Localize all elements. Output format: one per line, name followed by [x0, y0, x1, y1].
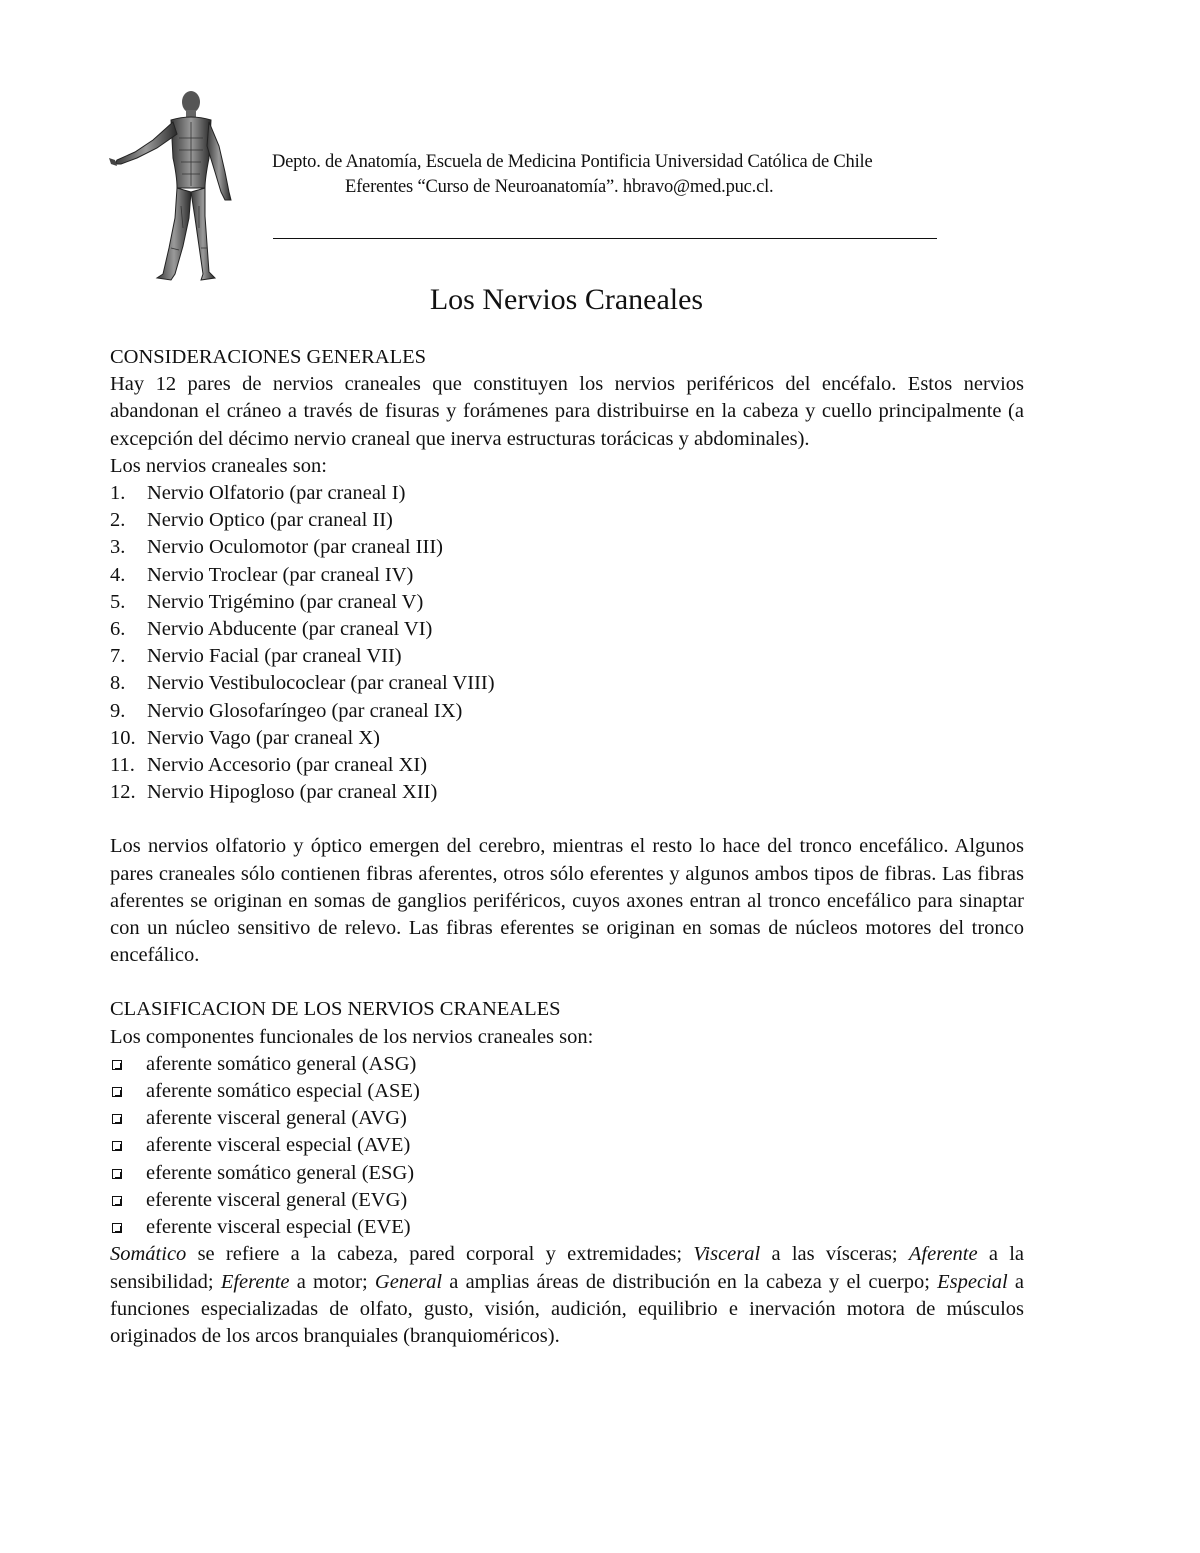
list-item-text: Nervio Abducente (par craneal VI): [147, 618, 433, 641]
term-general: General: [374, 1270, 443, 1293]
page-title: Los Nervios Craneales: [429, 283, 704, 316]
list-item-text: Nervio Facial (par craneal VII): [147, 645, 402, 668]
list-number: 1.: [110, 482, 126, 505]
definition-text: a las vísceras;: [760, 1243, 909, 1266]
term-aferente: Aferente: [908, 1243, 978, 1266]
checkbox-square-bullet-icon: [112, 1196, 122, 1206]
list-item: [110, 562, 1024, 589]
components-list: [110, 1051, 1024, 1241]
nerves-list-lead: Los nervios craneales son:: [110, 454, 327, 477]
list-item: [110, 507, 1024, 534]
list-item: [110, 1160, 1024, 1187]
list-item: [110, 643, 1024, 670]
checkbox-square-bullet-icon: [112, 1141, 122, 1151]
list-item: [110, 1105, 1024, 1132]
header-course-email: Eferentes “Curso de Neuroanatomía”. hbravo@med.puc.cl.: [345, 177, 774, 197]
list-item-text: aferente visceral especial (AVE): [146, 1134, 411, 1157]
list-item: [110, 670, 1024, 697]
nerves-list: [110, 480, 1024, 806]
spacer: [110, 969, 1024, 996]
checkbox-square-bullet-icon: [112, 1060, 122, 1070]
list-item: [110, 616, 1024, 643]
list-item: [110, 589, 1024, 616]
anatomical-muscle-figure-icon: [105, 88, 245, 284]
checkbox-square-bullet-icon: [112, 1223, 122, 1233]
list-item-text: Nervio Vago (par craneal X): [147, 726, 380, 749]
list-number: 7.: [110, 645, 126, 668]
definition-text: a funciones especializadas de olfato, gusto, visión, audición, equilibrio e inervación motora de músculos originados de los arcos branquiales (branquioméricos).: [110, 1270, 1024, 1347]
intro-paragraph: Hay 12 pares de nervios craneales que constituyen los nervios periféricos del encéfalo. Estos nervios abandonan el cráneo a través de fisuras y forámenes para distribuirse en la cabeza y cuello principalmente (a excepción del décimo nervio craneal que inerva estructuras torácicas y abdominales).: [110, 373, 1024, 450]
definitions-paragraph: [110, 1241, 1024, 1350]
list-item-text: aferente somático especial (ASE): [146, 1080, 420, 1103]
list-number: 5.: [110, 590, 126, 613]
term-somatico: Somático: [110, 1243, 187, 1266]
origin-paragraph: Los nervios olfatorio y óptico emergen del cerebro, mientras el resto lo hace del tronco encefálico. Algunos pares craneales sólo contienen fibras aferentes, otros sólo eferentes y algunos ambos tipos de fibras. Las fibras aferentes se originan en somas de ganglios periféricos, cuyos axones entran al tronco encefálico para sinaptar con un núcleo sensitivo de relevo. Las fibras eferentes se originan en somas de núcleos motores del tronco encefálico.: [110, 835, 1024, 967]
list-item: [110, 779, 1024, 806]
definition-text: a la sensibilidad;: [110, 1243, 1024, 1293]
list-item: [110, 698, 1024, 725]
checkbox-square-bullet-icon: [112, 1114, 122, 1124]
list-item: [110, 1051, 1024, 1078]
list-number: 2.: [110, 509, 126, 532]
list-item-text: aferente visceral general (AVG): [146, 1107, 407, 1130]
list-item-text: Nervio Glosofaríngeo (par craneal IX): [147, 699, 463, 722]
document-body: [110, 344, 1024, 1350]
header-institution: Depto. de Anatomía, Escuela de Medicina Pontificia Universidad Católica de Chile: [272, 152, 873, 172]
term-eferente: Eferente: [220, 1270, 290, 1293]
list-item: [110, 534, 1024, 561]
term-especial: Especial: [937, 1270, 1008, 1293]
list-item-text: Nervio Trigémino (par craneal V): [147, 590, 424, 613]
list-item: [110, 725, 1024, 752]
list-number: 6.: [110, 618, 126, 641]
list-item: [110, 1132, 1024, 1159]
section-heading-general: CONSIDERACIONES GENERALES: [110, 346, 427, 368]
list-number: 3.: [110, 536, 126, 559]
list-item-text: Nervio Hipogloso (par craneal XII): [147, 781, 438, 804]
term-visceral: Visceral: [693, 1243, 761, 1266]
checkbox-square-bullet-icon: [112, 1087, 122, 1097]
list-item: [110, 480, 1024, 507]
list-number: 11.: [110, 754, 135, 777]
list-item-text: Nervio Oculomotor (par craneal III): [147, 536, 443, 559]
list-item: [110, 1214, 1024, 1241]
components-list-lead: Los componentes funcionales de los nervios craneales son:: [110, 1025, 594, 1048]
list-item-text: Nervio Vestibulococlear (par craneal VIII): [147, 672, 495, 695]
list-item: [110, 752, 1024, 779]
list-item-text: Nervio Troclear (par craneal IV): [147, 563, 414, 586]
list-item-text: aferente somático general (ASG): [146, 1052, 417, 1075]
list-number: 8.: [110, 672, 126, 695]
spacer: [110, 806, 1024, 833]
list-item: [110, 1078, 1024, 1105]
list-item-text: eferente visceral general (EVG): [146, 1188, 408, 1211]
list-number: 4.: [110, 563, 126, 586]
header-divider: [273, 238, 937, 239]
definition-text: se refiere a la cabeza, pared corporal y extremidades;: [186, 1243, 694, 1266]
list-number: 10.: [110, 726, 136, 749]
list-number: 9.: [110, 699, 126, 722]
section-heading-classification: CLASIFICACION DE LOS NERVIOS CRANEALES: [110, 998, 561, 1021]
list-item-text: Nervio Accesorio (par craneal XI): [147, 754, 428, 777]
list-item: [110, 1187, 1024, 1214]
list-item-text: Nervio Olfatorio (par craneal I): [147, 482, 406, 505]
definition-text: a amplias áreas de distribución en la cabeza y el cuerpo;: [442, 1270, 938, 1293]
list-number: 12.: [110, 781, 136, 804]
list-item-text: Nervio Optico (par craneal II): [147, 509, 393, 532]
list-item-text: eferente somático general (ESG): [146, 1161, 415, 1184]
definition-text: a motor;: [289, 1270, 375, 1293]
list-item-text: eferente visceral especial (EVE): [146, 1216, 411, 1239]
checkbox-square-bullet-icon: [112, 1169, 122, 1179]
